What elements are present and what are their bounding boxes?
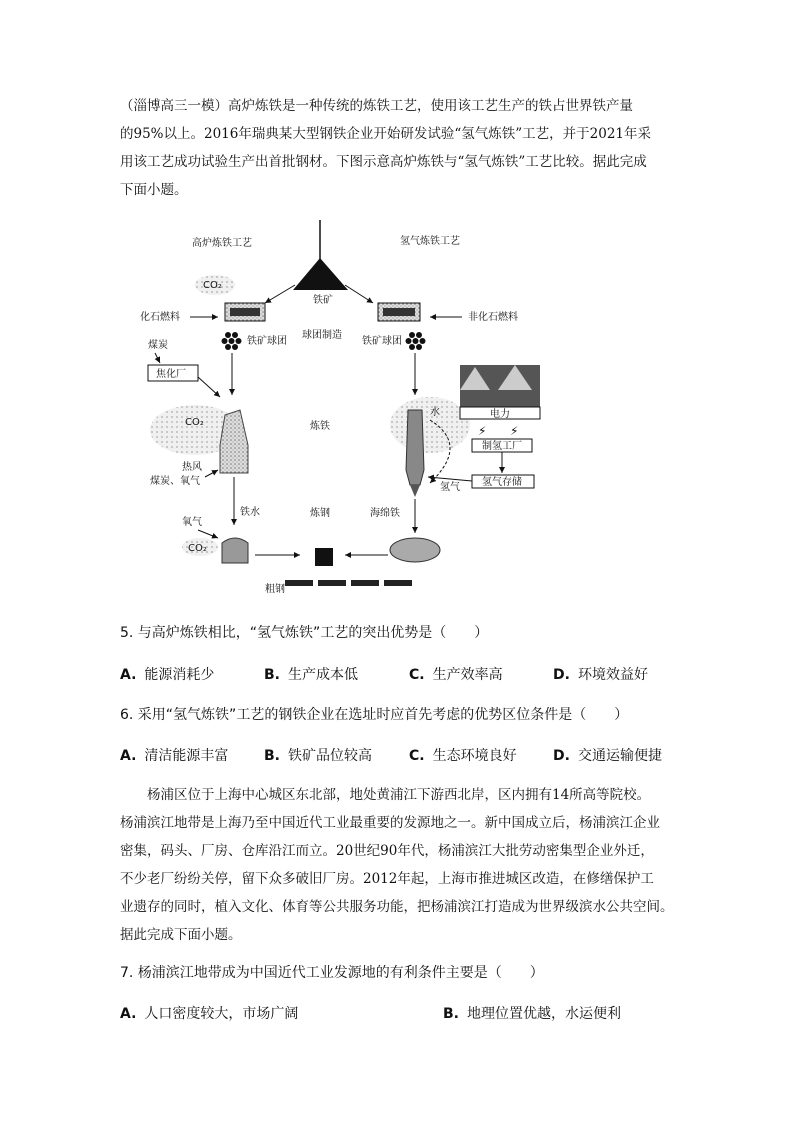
left-co2-label-2: CO₂ xyxy=(185,417,204,428)
intro2-line-3: 密集，码头、厂房、仓库沿江而立。20世纪90年代，杨浦滨江大批劳动密集型企业外迁， xyxy=(120,843,654,859)
hot-air-arrow xyxy=(205,470,218,477)
q6-option-c-text: 生态环境良好 xyxy=(432,748,517,764)
electric-arc-furnace-icon xyxy=(390,538,440,562)
q7-option-b[interactable] xyxy=(443,1003,621,1023)
q6-option-a-text: 清洁能源丰富 xyxy=(144,748,229,764)
q6-option-a[interactable] xyxy=(120,745,228,765)
iron-ore-pile-icon xyxy=(293,258,348,290)
q6-option-c[interactable] xyxy=(409,745,517,765)
intro1-line-2: 的95%以上。2016年瑞典某大型钢铁企业开始研发试验“氢气炼铁”工艺，并于2021年采 xyxy=(120,126,652,142)
right-pellet-label: 铁矿球团 xyxy=(362,336,402,347)
intro1-line-3: 用该工艺成功试验生产出首批钢材。下图示意高炉炼铁与“氢气炼铁”工艺比较。据此完成 xyxy=(120,154,647,170)
q6-option-b-letter: B. xyxy=(264,748,280,764)
intro1-line-4: 下面小题。 xyxy=(120,182,188,198)
q5-option-c-letter: C. xyxy=(409,667,425,683)
q6-option-c-letter: C. xyxy=(409,748,425,764)
q6-option-d-letter: D. xyxy=(553,748,570,764)
q5-option-c[interactable] xyxy=(409,664,503,684)
water-label: 水 xyxy=(430,407,440,418)
stage-pellet-label: 球团制造 xyxy=(302,330,342,341)
intro2-line-6: 据此完成下面小题。 xyxy=(120,927,242,943)
ironmaking-comparison-diagram xyxy=(130,215,550,600)
power-label: 电力 xyxy=(490,409,510,420)
shaft-furnace-outlet xyxy=(410,485,420,497)
iron-ore-label: 铁矿 xyxy=(313,295,333,306)
coal-oxygen-label: 煤炭、氧气 xyxy=(150,476,200,487)
q5-option-b-text: 生产成本低 xyxy=(288,667,358,683)
sponge-iron-label: 海绵铁 xyxy=(370,508,400,519)
lightning-icon-2: ⚡ xyxy=(510,424,519,438)
q5-option-a[interactable] xyxy=(120,664,214,684)
q7-option-a-text: 人口密度较大，市场广阔 xyxy=(144,1006,299,1022)
left-pellet-label: 铁矿球团 xyxy=(247,336,287,347)
q7-option-a[interactable] xyxy=(120,1003,298,1023)
question-6: 6. 采用“氢气炼铁”工艺的钢铁企业在选址时应首先考虑的优势区位条件是（ ） xyxy=(120,707,629,723)
coal-label: 煤炭 xyxy=(148,340,168,351)
coking-plant-label: 焦化厂 xyxy=(156,369,186,380)
q5-option-d[interactable] xyxy=(553,664,648,684)
right-pellets-icon xyxy=(406,332,426,350)
hydrogen-plant-label: 制氢工厂 xyxy=(482,441,522,452)
q5-option-c-text: 生产效率高 xyxy=(432,667,503,683)
oxygen-arrow xyxy=(198,530,218,538)
left-co2-label-3: CO₂ xyxy=(188,543,207,554)
crude-steel-block-icon xyxy=(315,548,333,566)
oxygen-label: 氧气 xyxy=(182,517,202,528)
stage-iron-label: 炼铁 xyxy=(310,421,330,432)
coking-to-furnace-arrow xyxy=(198,377,220,397)
fossil-fuel-label: 化石燃料 xyxy=(140,312,180,323)
q6-option-b[interactable] xyxy=(264,745,372,765)
renewable-power-icon xyxy=(460,365,540,410)
right-pellet-plant-bars xyxy=(383,308,415,316)
coal-arrow xyxy=(155,353,160,363)
hydrogen-label: 氢气 xyxy=(440,482,460,493)
hydrogen-storage-label: 氢气存储 xyxy=(482,477,522,488)
intro2-line-5: 业遗存的同时，植入文化、体育等公共服务功能，把杨浦滨江打造成为世界级滨水公共空间。 xyxy=(120,899,674,915)
question-7: 7. 杨浦滨江地带成为中国近代工业发源地的有利条件主要是（ ） xyxy=(120,965,544,981)
lightning-icon: ⚡ xyxy=(478,424,487,438)
left-process-title: 高炉炼铁工艺 xyxy=(192,238,252,249)
q7-option-b-text: 地理位置优越，水运便利 xyxy=(467,1006,621,1022)
q5-option-a-text: 能源消耗少 xyxy=(144,667,215,683)
intro2-line-1: 杨浦区位于上海中心城区东北部，地处黄浦江下游西北岸，区内拥有14所高等院校。 xyxy=(120,787,651,803)
converter-icon xyxy=(222,538,248,563)
q6-option-d[interactable] xyxy=(553,745,662,765)
left-co2-label-1: CO₂ xyxy=(203,280,222,291)
q6-option-d-text: 交通运输便捷 xyxy=(577,748,662,764)
stage-steel-label: 炼钢 xyxy=(310,508,330,519)
intro1-line-1: （淄博高三一模）高炉炼铁是一种传统的炼铁工艺，使用该工艺生产的铁占世界铁产量 xyxy=(120,98,633,114)
intro-paragraph-2 xyxy=(120,781,680,949)
crude-steel-label: 粗钢 xyxy=(265,584,285,595)
hot-air-label: 热风 xyxy=(182,462,202,473)
crude-steel-slabs-icon xyxy=(285,580,412,586)
q7-option-a-letter: A. xyxy=(120,1006,137,1022)
intro-paragraph-1 xyxy=(120,92,680,204)
hydrogen-shaft-furnace-icon xyxy=(406,410,424,485)
ore-to-left-arrow xyxy=(265,285,295,303)
intro2-line-4: 不少老厂纷纷关停，留下众多破旧厂房。2012年起，上海市推进城区改造，在修缮保护工 xyxy=(120,871,654,887)
q5-option-b-letter: B. xyxy=(264,667,280,683)
question-5: 5. 与高炉炼铁相比，“氢气炼铁”工艺的突出优势是（ ） xyxy=(120,625,489,641)
q5-option-a-letter: A. xyxy=(120,667,137,683)
left-pellets-icon xyxy=(222,332,242,350)
blast-furnace-icon xyxy=(220,410,248,473)
q6-option-a-letter: A. xyxy=(120,748,137,764)
right-process-title: 氢气炼铁工艺 xyxy=(400,236,460,247)
intro2-line-2: 杨浦滨江地带是上海乃至中国近代工业最重要的发源地之一。新中国成立后，杨浦滨江企业 xyxy=(120,815,660,831)
q7-option-b-letter: B. xyxy=(443,1006,459,1022)
q6-option-b-text: 铁矿品位较高 xyxy=(288,748,372,764)
q5-option-b[interactable] xyxy=(264,664,358,684)
molten-iron-label: 铁水 xyxy=(240,507,260,518)
nonfossil-fuel-label: 非化石燃料 xyxy=(468,312,518,323)
q5-option-d-text: 环境效益好 xyxy=(577,667,648,683)
left-pellet-plant-bars xyxy=(230,308,260,316)
ore-to-right-arrow xyxy=(345,285,373,303)
right-furnace-steam xyxy=(390,397,470,453)
q5-option-d-letter: D. xyxy=(553,667,570,683)
